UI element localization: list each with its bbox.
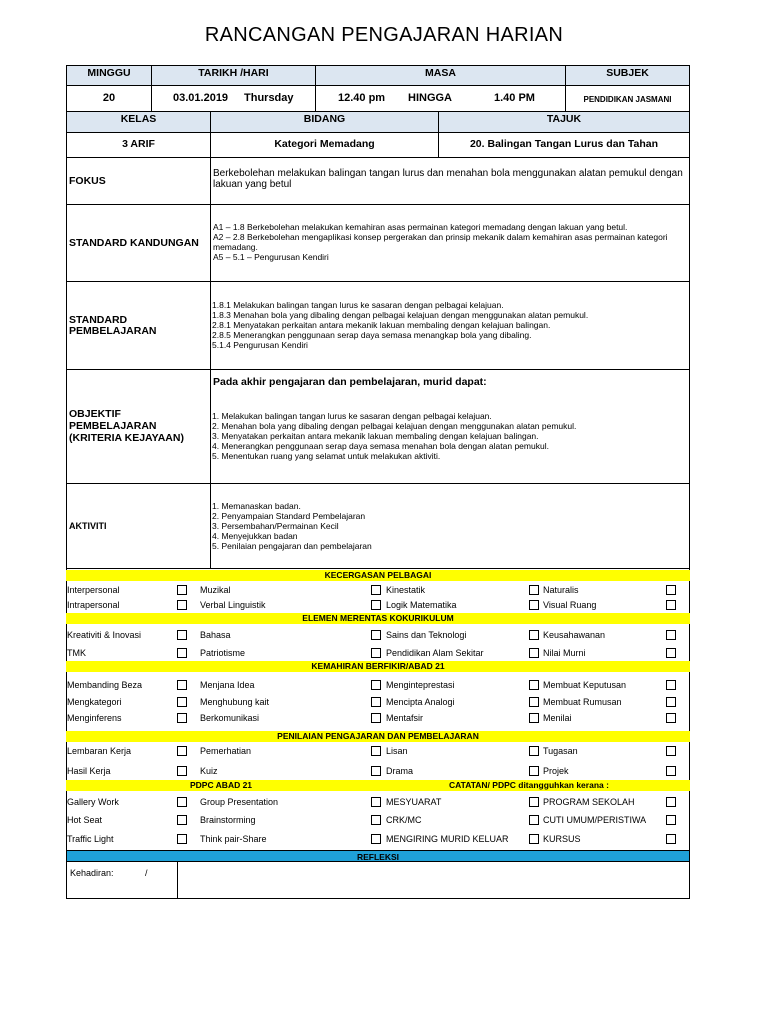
checklist-label: Bahasa [200, 630, 231, 640]
masa-mula: 12.40 pm [338, 92, 386, 104]
checklist-label: Kreativiti & Inovasi [67, 630, 142, 640]
checkbox[interactable] [371, 630, 381, 640]
checklist-label: Think pair-Share [200, 834, 267, 844]
checkbox[interactable] [371, 815, 381, 825]
checkbox[interactable] [177, 797, 187, 807]
checkbox[interactable] [666, 746, 676, 756]
checklist-label: Kinestatik [386, 585, 426, 595]
checklist-label: Patriotisme [200, 648, 246, 658]
checklist-label: Traffic Light [67, 834, 114, 844]
section-pdpc: PDPC ABAD 21 [190, 780, 253, 790]
sp-line-3: 2.8.1 Menyatakan perkaitan antara mekanik lakuan membaling dengan kelajuan balingan. [212, 320, 551, 330]
sp-line-1: 1.8.1 Melakukan balingan tangan lurus ke sasaran dengan pelbagai kelajuan. [212, 300, 504, 310]
kehadiran-label: Kehadiran: [70, 868, 114, 878]
checkbox[interactable] [666, 766, 676, 776]
section-penilaian: PENILAIAN PENGAJARAN DAN PEMBELAJARAN [66, 731, 690, 742]
fokus-cell [210, 157, 690, 205]
objektif-label-1: OBJEKTIF PEMBELAJARAN [69, 408, 157, 432]
minggu-cell [66, 85, 152, 112]
checklist-label: Menilai [543, 713, 572, 723]
hari-value: Thursday [244, 92, 294, 104]
checklist-label: Brainstorming [200, 815, 256, 825]
checklist-label: Nilai Murni [543, 648, 586, 658]
objektif-line-3: 3. Menyatakan perkaitan antara mekanik lakuan membaling dengan kelajuan balingan. [212, 431, 539, 441]
aktiviti-cell [210, 483, 690, 569]
checklist-label: Group Presentation [200, 797, 279, 807]
section-kecergasan: KECERGASAN PELBAGAI [66, 570, 690, 581]
checkbox[interactable] [666, 697, 676, 707]
checklist-label: Verbal Linguistik [200, 600, 266, 610]
kelas-header: KELAS [66, 111, 211, 133]
checkbox[interactable] [371, 697, 381, 707]
checkbox[interactable] [177, 766, 187, 776]
section-refleksi: REFLEKSI [66, 850, 690, 862]
checkbox[interactable] [529, 815, 539, 825]
checklist-label: KURSUS [543, 834, 581, 844]
checkbox[interactable] [371, 600, 381, 610]
checkbox[interactable] [177, 815, 187, 825]
checkbox[interactable] [371, 713, 381, 723]
objektif-label-cell [66, 369, 211, 484]
checklist-label: TMK [67, 648, 86, 658]
checkbox[interactable] [666, 648, 676, 658]
checkbox[interactable] [177, 713, 187, 723]
aktiviti-line-2: 2. Penyampaian Standard Pembelajaran [212, 511, 366, 521]
checklist-label: Pendidikan Alam Sekitar [386, 648, 484, 658]
checkbox[interactable] [529, 713, 539, 723]
minggu-value: 20 [102, 92, 116, 104]
checkbox[interactable] [371, 766, 381, 776]
checklist-label: Menginferens [67, 713, 122, 723]
checklist-label: Pemerhatian [200, 746, 252, 756]
checklist-label: Drama [386, 766, 414, 776]
kelas-value: 3 ARIF [122, 138, 155, 150]
checkbox[interactable] [177, 680, 187, 690]
checkbox[interactable] [666, 815, 676, 825]
sk-line-3: A5 – 5.1 – Pengurusan Kendiri [213, 252, 329, 262]
subjek-header: SUBJEK [565, 65, 690, 86]
tajuk-header: TAJUK [438, 111, 690, 133]
checklist-label: Mengkategori [67, 697, 122, 707]
sk-line-2: A2 – 2.8 Berkebolehan mengaplikasi konsep pergerakan dan prinsip mekanik dalam kemahiran asas permainan kategori memadang. [213, 232, 668, 252]
tarikh-header: TARIKH /HARI [151, 65, 316, 86]
sp-line-2: 1.8.3 Menahan bola yang dibaling dengan pelbagai kelajuan dengan menggunakan alatan pemukul. [212, 310, 589, 320]
checkbox[interactable] [529, 746, 539, 756]
tajuk-value: 20. Balingan Tangan Lurus dan Tahan [469, 138, 659, 150]
objektif-line-1: 1. Melakukan balingan tangan lurus ke sasaran dengan pelbagai kelajuan. [212, 411, 492, 421]
checkbox[interactable] [529, 680, 539, 690]
checkbox[interactable] [177, 697, 187, 707]
kehadiran-divider [177, 862, 178, 899]
checklist-label: MENGIRING MURID KELUAR [386, 834, 509, 844]
checkbox[interactable] [529, 630, 539, 640]
aktiviti-line-1: 1. Memanaskan badan. [212, 501, 301, 511]
section-kemahiran: KEMAHIRAN BERFIKIR/ABAD 21 [66, 661, 690, 672]
sk-label: STANDARD KANDUNGAN [66, 204, 211, 282]
checkbox[interactable] [177, 834, 187, 844]
tarikh-cell [151, 85, 316, 112]
checklist-label: MESYUARAT [386, 797, 442, 807]
checkbox[interactable] [371, 834, 381, 844]
checkbox[interactable] [177, 648, 187, 658]
checkbox[interactable] [666, 797, 676, 807]
objektif-intro: Pada akhir pengajaran dan pembelajaran, murid dapat: [213, 376, 487, 388]
checklist-label: Naturalis [543, 585, 579, 595]
checklist-label: Menjana Idea [200, 680, 255, 690]
sp-label: STANDARD PEMBELAJARAN [66, 281, 211, 370]
checkbox[interactable] [529, 648, 539, 658]
checklist-label: Membuat Rumusan [543, 697, 622, 707]
sk-cell [210, 204, 690, 282]
tajuk-cell [438, 132, 690, 158]
checklist-label: Menginteprestasi [386, 680, 455, 690]
checklist-label: Visual Ruang [543, 600, 597, 610]
frame-bottom [66, 898, 690, 899]
tarikh-value: 03.01.2019 [173, 92, 229, 104]
sp-line-5: 5.1.4 Pengurusan Kendiri [212, 340, 308, 350]
checklist-label: Tugasan [543, 746, 578, 756]
checkbox[interactable] [371, 797, 381, 807]
checkbox[interactable] [666, 680, 676, 690]
checklist-label: Interpersonal [67, 585, 120, 595]
objektif-label-2: (KRITERIA KEJAYAAN) [69, 432, 184, 444]
checklist-label: Mencipta Analogi [386, 697, 455, 707]
objektif-line-2: 2. Menahan bola yang dibaling dengan pelbagai kelajuan dengan menggunakan alatan pemukul. [212, 421, 577, 431]
checkbox[interactable] [666, 600, 676, 610]
subjek-cell [565, 85, 690, 112]
aktiviti-line-4: 4. Menyejukkan badan [212, 531, 298, 541]
checklist-label: Hasil Kerja [67, 766, 111, 776]
minggu-header: MINGGU [66, 65, 152, 86]
checkbox[interactable] [371, 585, 381, 595]
checkbox[interactable] [529, 585, 539, 595]
aktiviti-label: AKTIVITI [66, 483, 211, 569]
checklist-label: Berkomunikasi [200, 713, 260, 723]
masa-cell [315, 85, 566, 112]
checklist-label: Membuat Keputusan [543, 680, 627, 690]
checkbox[interactable] [666, 713, 676, 723]
hingga-label: HINGGA [408, 92, 452, 104]
subjek-value: PENDIDIKAN JASMANI [583, 95, 672, 104]
aktiviti-line-3: 3. Persembahan/Permainan Kecil [212, 521, 339, 531]
section-emk: ELEMEN MERENTAS KOKURIKULUM [66, 613, 690, 624]
page-title: RANCANGAN PENGAJARAN HARIAN [204, 24, 564, 46]
checklist-label: Mentafsir [386, 713, 424, 723]
checkbox[interactable] [529, 697, 539, 707]
fokus-text: Berkebolehan melakukan balingan tangan lurus dan menahan bola menggunakan alatan pemukul dengan lakuan yang betul [213, 168, 683, 190]
checklist-label: Membanding Beza [67, 680, 143, 690]
bidang-cell [210, 132, 439, 158]
checkbox[interactable] [177, 746, 187, 756]
checkbox[interactable] [666, 585, 676, 595]
checklist-label: Hot Seat [67, 815, 103, 825]
objektif-line-5: 5. Menentukan ruang yang selamat untuk melakukan aktiviti. [212, 451, 441, 461]
checklist-label: Lisan [386, 746, 408, 756]
kelas-cell [66, 132, 211, 158]
checklist-label: Intrapersonal [67, 600, 120, 610]
checklist-label: Logik Matematika [386, 600, 457, 610]
checklist-label: Menghubung kait [200, 697, 270, 707]
masa-akhir: 1.40 PM [494, 92, 535, 104]
checklist-label: Kuiz [200, 766, 218, 776]
checkbox[interactable] [177, 600, 187, 610]
kehadiran-sep: / [145, 868, 148, 878]
checkbox[interactable] [529, 766, 539, 776]
aktiviti-line-5: 5. Penilaian pengajaran dan pembelajaran [212, 541, 372, 551]
bidang-header: BIDANG [210, 111, 439, 133]
bidang-value: Kategori Memadang [274, 138, 375, 150]
checklist-label: CUTI UMUM/PERISTIWA [543, 815, 647, 825]
checkbox[interactable] [529, 600, 539, 610]
checkbox[interactable] [177, 585, 187, 595]
checkbox[interactable] [371, 680, 381, 690]
checklist-label: CRK/MC [386, 815, 422, 825]
sp-line-4: 2.8.5 Menerangkan penggunaan serap daya semasa menangkap bola yang dibaling. [212, 330, 532, 340]
checklist-label: PROGRAM SEKOLAH [543, 797, 635, 807]
masa-header: MASA [315, 65, 566, 86]
fokus-label: FOKUS [66, 157, 211, 205]
objektif-cell [210, 369, 690, 484]
sk-line-1: A1 – 1.8 Berkebolehan melakukan kemahiran asas permainan kategori memadang dengan lakuan yang betul. [213, 222, 628, 232]
checkbox[interactable] [529, 797, 539, 807]
checklist-label: Projek [543, 766, 569, 776]
checkbox[interactable] [177, 630, 187, 640]
checkbox[interactable] [666, 630, 676, 640]
checklist-label: Sains dan Teknologi [386, 630, 467, 640]
checklist-label: Keusahawanan [543, 630, 606, 640]
section-catatan: CATATAN/ PDPC ditangguhkan kerana : [449, 780, 609, 790]
checkbox[interactable] [666, 834, 676, 844]
checkbox[interactable] [529, 834, 539, 844]
checkbox[interactable] [371, 648, 381, 658]
checkbox[interactable] [371, 746, 381, 756]
objektif-line-4: 4. Menerangkan penggunaan serap daya semasa menahan bola dengan alatan pemukul. [212, 441, 549, 451]
checklist-label: Lembaran Kerja [67, 746, 132, 756]
checklist-label: Muzikal [200, 585, 231, 595]
checklist-label: Gallery Work [67, 797, 119, 807]
sp-cell [210, 281, 690, 370]
